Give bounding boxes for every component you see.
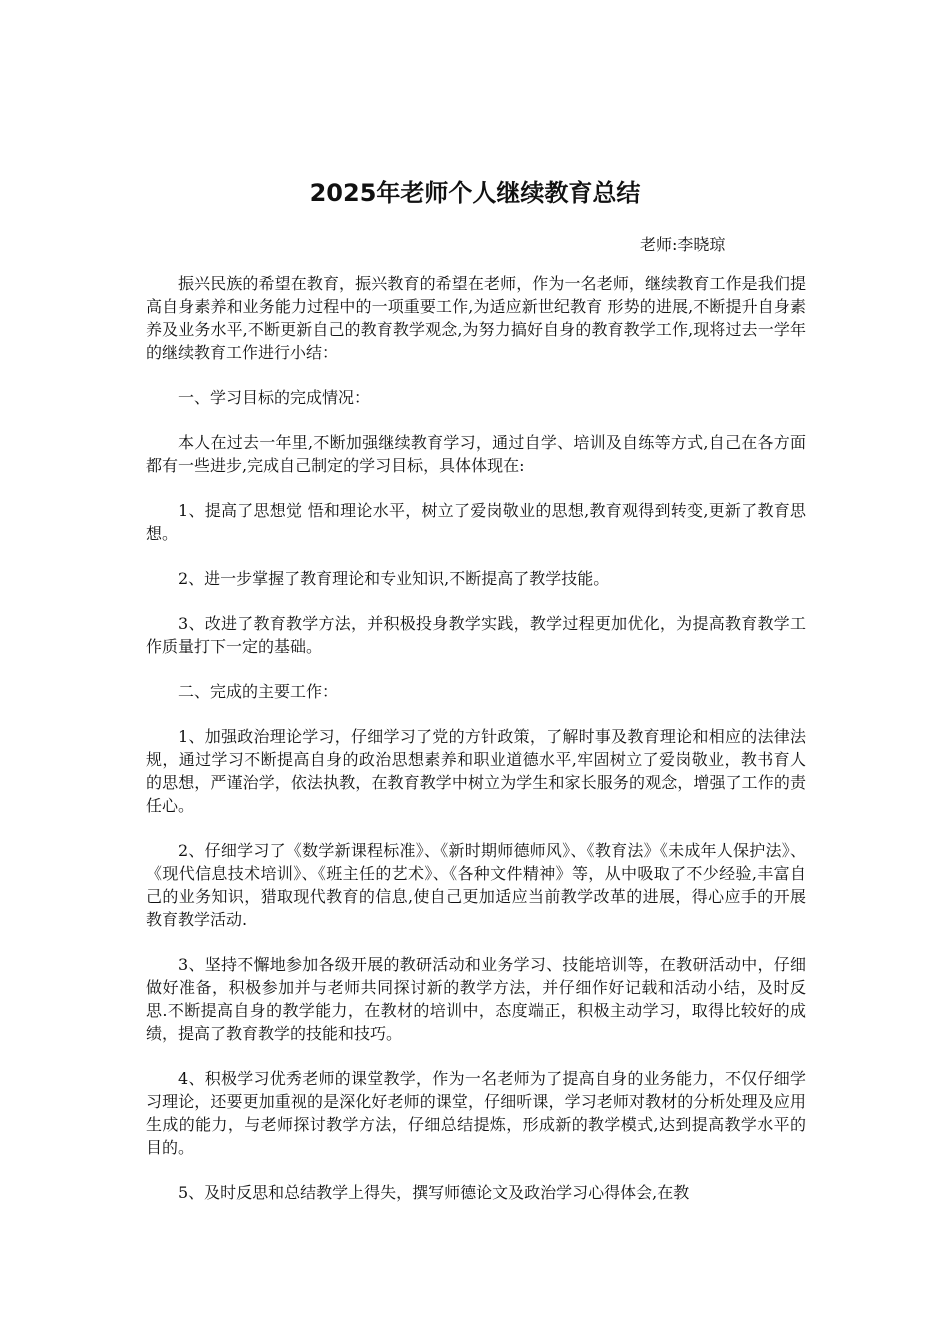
paragraph-goal-2: 2、进一步掌握了教育理论和专业知识,不断提高了教学技能。 [178,569,610,588]
paragraph-work-3: 3、坚持不懈地参加各级开展的教研活动和业务学习、技能培训等，在教研活动中，仔细做好准备，积极参加并与老师共同探讨新的教学方法，并仔细作好记载和活动小结，及时反思.不断提高自身的教学能力，在教材的培训中，态度端正，积极主动学习，取得比较好的成绩，提高了教育教学的技能和技巧。 [146,955,806,1043]
section-heading-learning-goals: 一、学习目标的完成情况： [178,388,371,407]
paragraph-goal-1: 1、提高了思想觉 悟和理论水平，树立了爱岗敬业的思想,教育观得到转变,更新了教育思想。 [146,501,806,543]
paragraph-work-1: 1、加强政治理论学习，仔细学习了党的方针政策，了解时事及教育理论和相应的法律法规，通过学习不断提高自身的政治思想素养和职业道德水平,牢固树立了爱岗敬业，教书育人的思想，严谨治学，依法执教，在教育教学中树立为学生和家长服务的观念，增强了工作的责任心。 [146,727,806,815]
document-title: 2025年老师个人继续教育总结 [309,179,641,207]
section-heading-main-work: 二、完成的主要工作： [178,682,339,701]
paragraph-goal-3: 3、改进了教育教学方法，并积极投身教学实践，教学过程更加优化，为提高教育教学工作质量打下一定的基础。 [146,614,806,656]
paragraph-work-2: 2、仔细学习了《数学新课程标准》、《新时期师德师风》、《教育法》《未成年人保护法》、《现代信息技术培训》、《班主任的艺术》、《各种文件精神》等，从中吸取了不少经验,丰富自己的业务知识，猎取现代教育的信息,使自己更加适应当前教学改革的进展，得心应手的开展教育教学活动. [146,841,806,929]
document-author: 老师:李晓琼 [640,235,726,254]
paragraph-learning-summary: 本人在过去一年里,不断加强继续教育学习，通过自学、培训及自练等方式,自己在各方面都有一些进步,完成自己制定的学习目标，具体体现在: [146,433,806,475]
paragraph-intro: 振兴民族的希望在教育，振兴教育的希望在老师，作为一名老师，继续教育工作是我们提高自身素养和业务能力过程中的一项重要工作,为适应新世纪教育 形势的进展,不断提升自身素养及业务水平,不断更新自己的教育教学观念,为努力搞好自身的教育教学工作,现将过去一学年的继续教育工作进行小结： [146,274,806,362]
document-body [146,272,806,1226]
paragraph-work-4: 4、积极学习优秀老师的课堂教学，作为一名老师为了提高自身的业务能力，不仅仔细学习理论，还要更加重视的是深化好老师的课堂，仔细听课，学习老师对教材的分析处理及应用生成的能力，与老师探讨教学方法，仔细总结提炼，形成新的教学模式,达到提高教学水平的目的。 [146,1069,806,1157]
paragraph-work-5: 5、及时反思和总结教学上得失，撰写师德论文及政治学习心得体会,在教 [178,1183,690,1202]
